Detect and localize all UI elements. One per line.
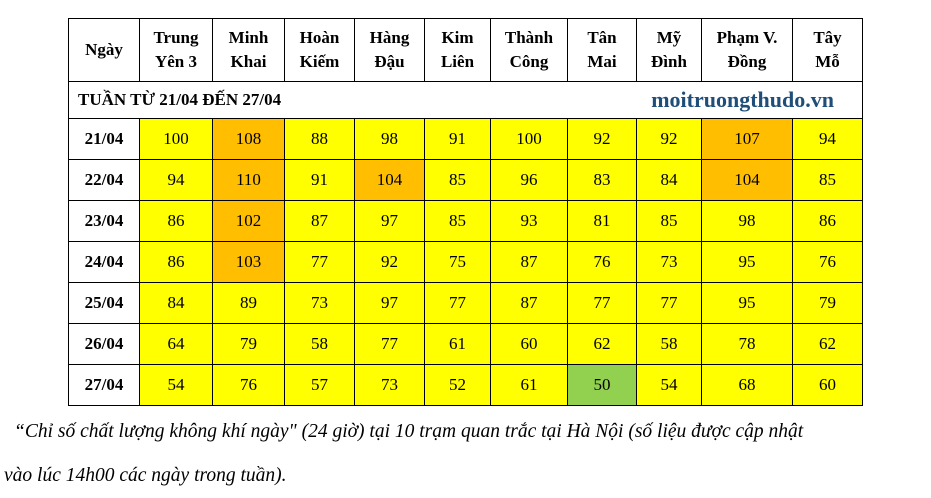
day-column-header: Ngày — [69, 19, 140, 82]
aqi-value-cell: 86 — [140, 201, 213, 242]
station-header: Minh Khai — [213, 19, 285, 82]
station-header: Trung Yên 3 — [140, 19, 213, 82]
aqi-value-cell: 77 — [285, 242, 355, 283]
aqi-value-cell: 87 — [285, 201, 355, 242]
aqi-value-cell: 87 — [491, 283, 568, 324]
station-header: Hàng Đậu — [355, 19, 425, 82]
aqi-value-cell: 79 — [793, 283, 863, 324]
table-row — [69, 283, 863, 324]
aqi-value-cell: 84 — [637, 160, 702, 201]
aqi-value-cell: 64 — [140, 324, 213, 365]
aqi-value-cell: 58 — [637, 324, 702, 365]
aqi-value-cell: 83 — [568, 160, 637, 201]
week-title-cell — [69, 82, 863, 119]
aqi-value-cell: 60 — [793, 365, 863, 406]
aqi-value-cell: 98 — [702, 201, 793, 242]
station-header: Thành Công — [491, 19, 568, 82]
aqi-value-cell: 97 — [355, 283, 425, 324]
aqi-value-cell: 61 — [491, 365, 568, 406]
aqi-value-cell: 85 — [637, 201, 702, 242]
day-cell: 21/04 — [69, 119, 140, 160]
aqi-value-cell: 95 — [702, 283, 793, 324]
aqi-value-cell: 81 — [568, 201, 637, 242]
aqi-value-cell: 108 — [213, 119, 285, 160]
aqi-value-cell: 76 — [213, 365, 285, 406]
aqi-value-cell: 85 — [793, 160, 863, 201]
aqi-value-cell: 92 — [568, 119, 637, 160]
aqi-value-cell: 104 — [355, 160, 425, 201]
aqi-value-cell: 88 — [285, 119, 355, 160]
caption-line-1: “Chỉ số chất lượng không khí ngày" (24 giờ) tại 10 trạm quan trắc tại Hà Nội (số liệu được cập nhật — [14, 421, 804, 442]
aqi-value-cell: 100 — [140, 119, 213, 160]
station-header: Mỹ Đình — [637, 19, 702, 82]
aqi-value-cell: 58 — [285, 324, 355, 365]
header-row — [69, 19, 863, 82]
table-row — [69, 119, 863, 160]
aqi-value-cell: 62 — [793, 324, 863, 365]
aqi-value-cell: 110 — [213, 160, 285, 201]
aqi-value-cell: 91 — [285, 160, 355, 201]
day-cell: 25/04 — [69, 283, 140, 324]
aqi-value-cell: 96 — [491, 160, 568, 201]
aqi-value-cell: 98 — [355, 119, 425, 160]
station-header: Hoàn Kiếm — [285, 19, 355, 82]
aqi-value-cell: 102 — [213, 201, 285, 242]
aqi-value-cell: 86 — [140, 242, 213, 283]
aqi-value-cell: 62 — [568, 324, 637, 365]
day-cell: 22/04 — [69, 160, 140, 201]
caption-line-2: vào lúc 14h00 các ngày trong tuần). — [4, 465, 287, 486]
aqi-value-cell: 97 — [355, 201, 425, 242]
aqi-value-cell: 92 — [355, 242, 425, 283]
table-row — [69, 201, 863, 242]
week-title-row — [69, 82, 863, 119]
aqi-value-cell: 57 — [285, 365, 355, 406]
aqi-value-cell: 73 — [355, 365, 425, 406]
aqi-value-cell: 95 — [702, 242, 793, 283]
aqi-value-cell: 61 — [425, 324, 491, 365]
table-row — [69, 160, 863, 201]
table-row — [69, 242, 863, 283]
day-cell: 27/04 — [69, 365, 140, 406]
aqi-value-cell: 104 — [702, 160, 793, 201]
aqi-table — [68, 18, 863, 406]
aqi-value-cell: 93 — [491, 201, 568, 242]
aqi-value-cell: 76 — [793, 242, 863, 283]
aqi-value-cell: 94 — [140, 160, 213, 201]
aqi-value-cell: 85 — [425, 201, 491, 242]
aqi-value-cell: 52 — [425, 365, 491, 406]
aqi-value-cell: 78 — [702, 324, 793, 365]
aqi-value-cell: 68 — [702, 365, 793, 406]
aqi-value-cell: 73 — [637, 242, 702, 283]
station-header: Tây Mỗ — [793, 19, 863, 82]
aqi-value-cell: 84 — [140, 283, 213, 324]
aqi-value-cell: 85 — [425, 160, 491, 201]
aqi-value-cell: 50 — [568, 365, 637, 406]
aqi-value-cell: 92 — [637, 119, 702, 160]
aqi-value-cell: 75 — [425, 242, 491, 283]
station-header: Phạm V. Đồng — [702, 19, 793, 82]
aqi-value-cell: 54 — [637, 365, 702, 406]
aqi-value-cell: 77 — [355, 324, 425, 365]
aqi-value-cell: 77 — [425, 283, 491, 324]
aqi-value-cell: 76 — [568, 242, 637, 283]
aqi-value-cell: 91 — [425, 119, 491, 160]
aqi-value-cell: 107 — [702, 119, 793, 160]
aqi-value-cell: 77 — [568, 283, 637, 324]
aqi-value-cell: 77 — [637, 283, 702, 324]
aqi-value-cell: 89 — [213, 283, 285, 324]
aqi-value-cell: 94 — [793, 119, 863, 160]
aqi-value-cell: 100 — [491, 119, 568, 160]
day-cell: 24/04 — [69, 242, 140, 283]
day-cell: 23/04 — [69, 201, 140, 242]
site-name: moitruongthudo.vn — [651, 87, 834, 112]
station-header: Kim Liên — [425, 19, 491, 82]
aqi-value-cell: 103 — [213, 242, 285, 283]
aqi-value-cell: 60 — [491, 324, 568, 365]
table-row — [69, 324, 863, 365]
aqi-value-cell: 73 — [285, 283, 355, 324]
day-cell: 26/04 — [69, 324, 140, 365]
table-row — [69, 365, 863, 406]
aqi-value-cell: 86 — [793, 201, 863, 242]
week-title: TUẦN TỪ 21/04 ĐẾN 27/04 — [78, 90, 282, 109]
aqi-value-cell: 79 — [213, 324, 285, 365]
station-header: Tân Mai — [568, 19, 637, 82]
aqi-value-cell: 54 — [140, 365, 213, 406]
aqi-value-cell: 87 — [491, 242, 568, 283]
